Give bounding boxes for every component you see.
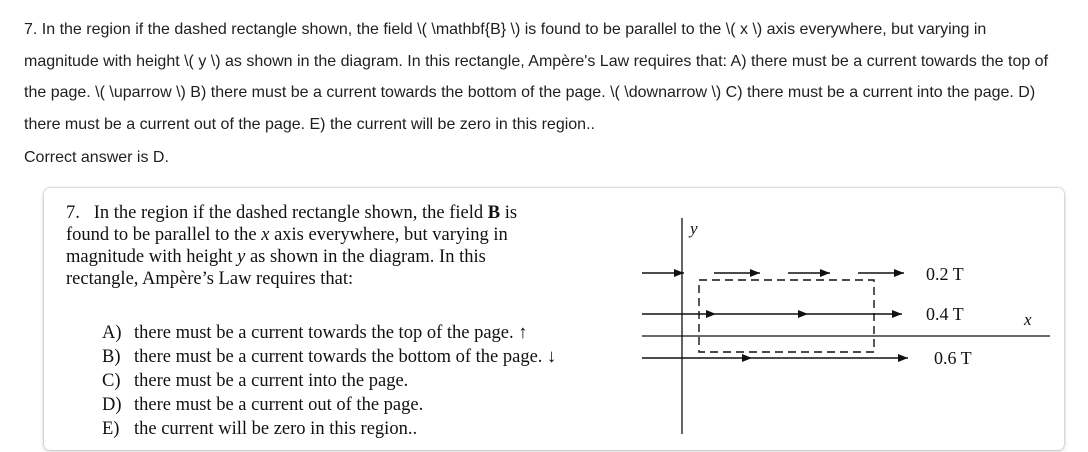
question-text: 7. In the region if the dashed rectangle shown, the field \( \mathbf{B} \) is found to be parallel to the \( x \) axis everywhere, but varying in magnitude with height \( y \) as shown in the diagram. In this rectangle, Ampère's Law requires that: A) there must be a current towards the top of the page. \( \uparrow \) B) there must be a current towards the bottom of the page. \( \downarrow \) C) there must be a current into the page. D) there must be a current out of the page. E) the current will be zero in this region.. [24, 21, 1049, 133]
problem-line-2-pre: found to be parallel to the [66, 225, 262, 245]
problem-number: 7. [66, 203, 80, 223]
option-text: there must be a current towards the bottom of the page. ↓ [134, 347, 557, 367]
problem-line-2 [66, 224, 606, 246]
option-text: there must be a current into the page. [134, 371, 409, 391]
problem-line-1-pre: In the region if the dashed rectangle shown, the field [93, 203, 488, 223]
option-letter: A) [102, 323, 122, 343]
option-a [102, 321, 556, 345]
option-text: there must be a current out of the page. [134, 395, 424, 415]
problem-statement [66, 202, 606, 290]
field-label-0.6T: 0.6 T [934, 348, 972, 368]
problem-line-3-post: as shown in the diagram. In this [245, 247, 486, 267]
option-letter: D) [102, 395, 122, 415]
problem-line-3 [66, 246, 606, 268]
x-axis-label: x [1024, 310, 1032, 329]
field-label-0.2T: 0.2 T [926, 264, 964, 284]
option-b [102, 345, 556, 369]
problem-line-3-pre: magnitude with height [66, 247, 238, 267]
problem-line-2-post: axis everywhere, but varying in [269, 225, 508, 245]
x-symbol: x [261, 225, 270, 245]
field-label-0.4T: 0.4 T [926, 304, 964, 324]
field-symbol-b: B [487, 203, 501, 223]
option-text: there must be a current towards the top of the page. ↑ [134, 323, 528, 343]
problem-line-4: rectangle, Ampère’s Law requires that: [66, 269, 354, 289]
option-text: the current will be zero in this region.. [134, 419, 418, 439]
y-axis-label: y [690, 219, 698, 238]
option-c [102, 369, 556, 393]
option-letter: C) [102, 371, 121, 391]
y-symbol: y [237, 247, 246, 267]
problem-line-1 [66, 202, 606, 224]
option-d [102, 393, 556, 417]
option-e [102, 417, 556, 441]
correct-answer: Correct answer is D. [24, 149, 169, 166]
dashed-rectangle [699, 280, 874, 352]
problem-figure [44, 188, 1064, 450]
option-letter: E) [102, 419, 120, 439]
answer-options [102, 321, 556, 441]
option-letter: B) [102, 347, 121, 367]
problem-line-1-post: is [500, 203, 518, 223]
field-diagram [640, 208, 1060, 438]
